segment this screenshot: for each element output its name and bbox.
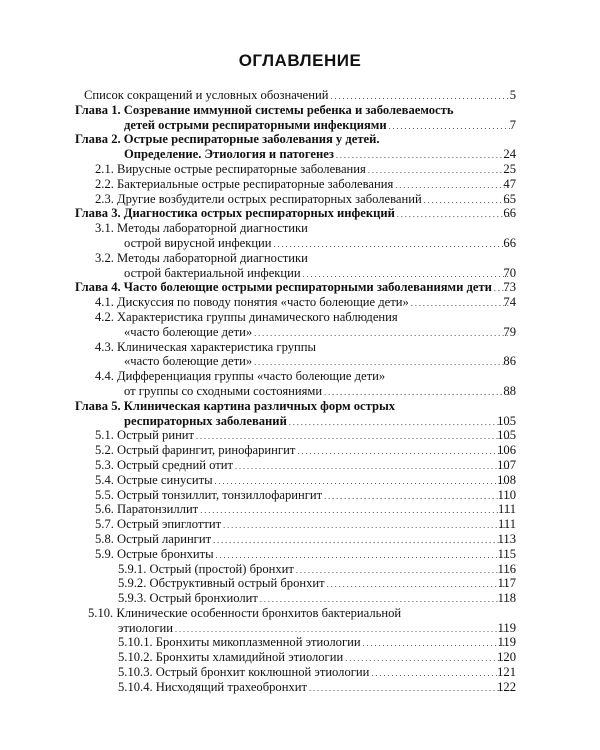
toc-entry-title: этиологии (118, 620, 174, 635)
toc-page-number: 106 (497, 443, 516, 458)
toc-entry[interactable] (0, 532, 600, 547)
dot-leader (309, 680, 510, 697)
toc-entry[interactable] (0, 680, 600, 695)
toc-entry[interactable] (0, 443, 600, 458)
toc-entry-title: острой бактериальной инфекции (124, 265, 301, 280)
toc-entry[interactable] (0, 428, 600, 443)
toc-entry-title: 5.8. Острый ларингит (95, 531, 212, 546)
toc-page-number: 74 (503, 295, 516, 310)
toc-entry[interactable] (0, 236, 600, 251)
toc-page-number: 105 (497, 428, 516, 443)
toc-entry-title: 5.9.3. Острый бронхиолит (118, 591, 258, 606)
toc-entry-title: 5.9.2. Обструктивный острый бронхит (118, 576, 325, 591)
toc-entry[interactable] (0, 310, 600, 325)
toc-entry-title: острой вирусной инфекции (124, 235, 272, 250)
toc-page-number: 65 (503, 191, 516, 206)
toc-entry-title: детей острыми респираторными инфекциями (124, 117, 387, 132)
toc-entry[interactable] (0, 162, 600, 177)
toc-entry[interactable] (0, 103, 600, 118)
toc-page-number: 7 (509, 117, 516, 132)
toc-page-number: 73 (503, 280, 516, 295)
toc-entry[interactable] (0, 562, 600, 577)
toc-entry-title: Глава 3. Диагностика острых респираторных инфекций (75, 206, 395, 221)
toc-entry-title: 5.4. Острые синуситы (95, 472, 213, 487)
toc-entry[interactable] (0, 488, 600, 503)
toc-entry-title: 3.2. Методы лабораторной диагностики (95, 250, 308, 265)
toc-page-number: 120 (497, 650, 516, 665)
toc-entry-title: 5.9. Острые бронхиты (95, 546, 214, 561)
toc-entry[interactable] (0, 473, 600, 488)
toc-entry[interactable] (0, 665, 600, 680)
toc-entry-title: 5.3. Острый средний отит (95, 457, 233, 472)
toc-entry-title: 4.3. Клиническая характеристика группы (95, 339, 316, 354)
toc-page-number: 5 (509, 88, 516, 102)
toc-entry-title: «часто болеющие дети» (124, 354, 253, 369)
toc-entry-title: респираторных заболеваний (124, 413, 287, 428)
toc-entry-title: Глава 5. Клиническая картина различных форм острых (75, 398, 396, 413)
toc-page-number: 121 (497, 665, 516, 680)
toc-entry[interactable] (0, 266, 600, 281)
toc-entry-title: 5.7. Острый эпиглоттит (95, 517, 222, 532)
toc-entry[interactable] (0, 118, 600, 133)
toc-page-number: 108 (497, 472, 516, 487)
toc-entry[interactable] (0, 295, 600, 310)
toc-entry-title: 5.10.3. Острый бронхит коклюшной этиологии (118, 665, 370, 680)
toc-entry[interactable] (0, 325, 600, 340)
toc-entry-title: 2.3. Другие возбудители острых респираторных заболеваний (95, 191, 422, 206)
toc-entry-title: 2.2. Бактериальные острые респираторные заболевания (95, 176, 394, 191)
toc-page-number: 88 (503, 383, 516, 398)
toc-entry[interactable] (0, 621, 600, 636)
toc-entry[interactable] (0, 369, 600, 384)
toc-entry[interactable] (0, 340, 600, 355)
toc-entry-title: 5.5. Острый тонзиллит, тонзиллофарингит (95, 487, 323, 502)
toc-entry-title: 3.1. Методы лабораторной диагностики (95, 221, 308, 236)
toc-entry[interactable] (0, 354, 600, 369)
toc-entry[interactable] (0, 251, 600, 266)
toc-page-number: 47 (503, 176, 516, 191)
toc-page-number: 117 (497, 576, 516, 591)
toc-entry[interactable] (0, 458, 600, 473)
toc-entry[interactable] (0, 147, 600, 162)
toc-entry[interactable] (0, 384, 600, 399)
toc-page-number: 66 (503, 235, 516, 250)
toc-entry[interactable] (0, 88, 600, 103)
toc-entry[interactable] (0, 221, 600, 236)
toc-page-number: 25 (503, 161, 516, 176)
toc-entry[interactable] (0, 399, 600, 414)
toc-entry[interactable] (0, 635, 600, 650)
toc-page-number: 113 (497, 531, 516, 546)
toc-entry[interactable] (0, 414, 600, 429)
toc-page-number: 24 (503, 147, 516, 162)
toc-page-number: 118 (497, 591, 516, 606)
toc-entry[interactable] (0, 177, 600, 192)
toc-entry-title: 2.1. Вирусные острые респираторные заболевания (95, 161, 366, 176)
toc-page-number: 115 (497, 546, 516, 561)
toc-entry[interactable] (0, 576, 600, 591)
toc-entry[interactable] (0, 206, 600, 221)
toc-entry[interactable] (0, 547, 600, 562)
toc-page-number: 107 (497, 457, 516, 472)
toc-entry-title: «часто болеющие дети» (124, 324, 253, 339)
toc-entry-title: 5.10. Клинические особенности бронхитов бактериальной (88, 605, 402, 620)
toc-page-number: 122 (497, 679, 516, 694)
toc-entry-title: 5.1. Острый ринит (95, 428, 195, 443)
toc-entry[interactable] (0, 502, 600, 517)
toc-entry-title: 5.10.4. Нисходящий трахеобронхит (118, 679, 308, 694)
toc-page-number: 110 (497, 487, 516, 502)
toc-entry[interactable] (0, 132, 600, 147)
toc-entry-title: Глава 2. Острые респираторные заболевания у детей. (75, 132, 380, 147)
toc-page-number: 105 (497, 413, 516, 428)
toc-entry-title: 5.10.1. Бронхиты микоплазменной этиологии (118, 635, 361, 650)
toc-entry-title: от группы со сходными состояниями (124, 383, 323, 398)
toc-entry-title: 4.2. Характеристика группы динамического наблюдения (95, 309, 398, 324)
toc-entry[interactable] (0, 606, 600, 621)
toc-page-number: 111 (498, 517, 516, 532)
toc-page-number: 119 (497, 620, 516, 635)
toc-entry-title: 5.2. Острый фарингит, ринофарингит (95, 443, 296, 458)
table-of-contents (0, 88, 600, 695)
toc-page-number: 116 (497, 561, 516, 576)
toc-entry[interactable] (0, 192, 600, 207)
toc-entry-title: Определение. Этиология и патогенез (124, 147, 334, 162)
toc-entry-title: 5.6. Паратонзиллит (95, 502, 199, 517)
toc-entry-title: Глава 4. Часто болеющие острыми респираторными заболеваниями дети (75, 280, 492, 295)
toc-page-number: 79 (503, 324, 516, 339)
toc-entry-title: Глава 1. Созревание иммунной системы ребенка и заболеваемость (75, 102, 454, 117)
toc-page-number: 66 (503, 206, 516, 221)
toc-entry-title: 4.1. Дискуссия по поводу понятия «часто болеющие дети» (95, 295, 409, 310)
toc-page-number: 70 (503, 265, 516, 280)
toc-entry-title: 5.9.1. Острый (простой) бронхит (118, 561, 294, 576)
toc-page-number: 119 (497, 635, 516, 650)
toc-entry[interactable] (0, 280, 600, 295)
toc-entry-title: 4.4. Дифференциация группы «часто болеющие дети» (95, 369, 386, 384)
toc-entry[interactable] (0, 650, 600, 665)
toc-entry-title: 5.10.2. Бронхиты хламидийной этиологии (118, 650, 344, 665)
page-title: ОГЛАВЛЕНИЕ (238, 51, 362, 70)
toc-page-number: 111 (498, 502, 516, 517)
toc-entry-title: Список сокращений и условных обозначений (84, 88, 329, 102)
toc-page-number: 86 (503, 354, 516, 369)
toc-entry[interactable] (0, 591, 600, 606)
toc-entry[interactable] (0, 517, 600, 532)
